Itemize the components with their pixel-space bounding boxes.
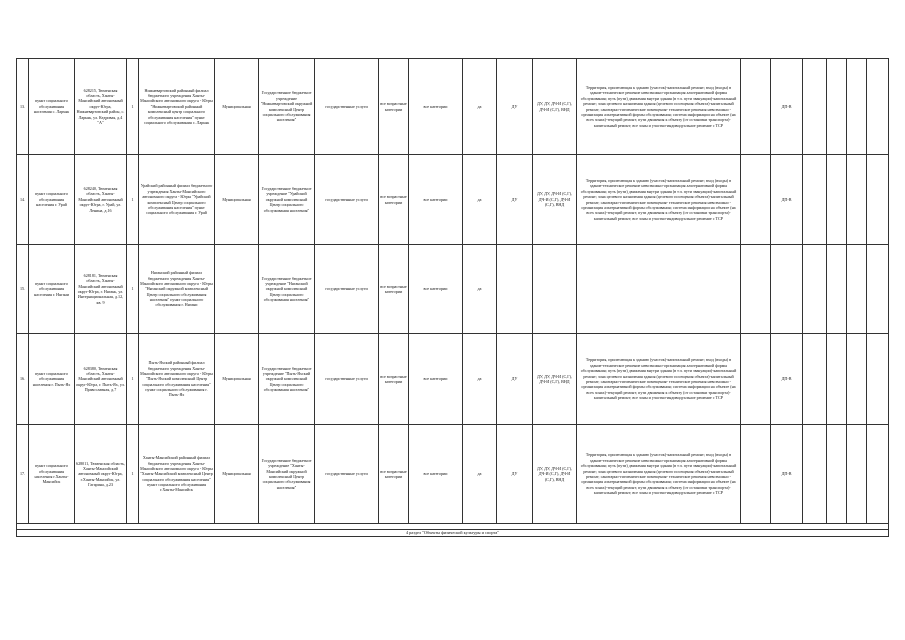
- row-number: 17.: [17, 425, 29, 524]
- object-address: 628380, Тюменская область, Ханты-Мансийский автономный округ-Югра, г. Пыть-Ях, ул. Православная, д.7: [75, 334, 127, 425]
- age-category: все возрастные категории: [379, 59, 409, 155]
- accessibility-status: ДУ, ДУ, ДЧ-И (С,Г), ДЧ-И (С,Г), ДЧ-И (С,Г), ВНД: [533, 155, 577, 245]
- ownership-type: Муниципальная: [215, 425, 259, 524]
- object-count: 1: [127, 425, 139, 524]
- empty-cell: [741, 245, 771, 334]
- service-type: государственные услуги: [315, 425, 379, 524]
- object-count: 1: [127, 334, 139, 425]
- ownership-type: Муниципальная: [215, 59, 259, 155]
- objects-table: [16, 58, 889, 537]
- service-type: государственные услуги: [315, 59, 379, 155]
- accessibility-status: ДУ, ДУ, ДЧ-И (С,Г), ДЧ-И (С,Г), ВНД: [533, 59, 577, 155]
- accessibility-code: ДУ: [497, 59, 533, 155]
- availability-flag: да: [463, 334, 497, 425]
- empty-cell: [847, 245, 867, 334]
- empty-cell: [827, 59, 847, 155]
- empty-cell: [741, 425, 771, 524]
- object-count: 1: [127, 59, 139, 155]
- row-number: 16.: [17, 334, 29, 425]
- age-category: все возрастные категории: [379, 245, 409, 334]
- empty-cell: [803, 245, 827, 334]
- service-type: государственные услуги: [315, 245, 379, 334]
- section-heading: 4 раздел "Объекты физической культуры и спорта": [17, 530, 889, 537]
- planned-status: ДП-В: [771, 155, 803, 245]
- table-row: [17, 245, 889, 334]
- planned-status: ДП-В: [771, 59, 803, 155]
- availability-flag: да: [463, 245, 497, 334]
- accessibility-code: ДУ: [497, 334, 533, 425]
- empty-cell: [827, 155, 847, 245]
- parent-agency: Государственное бюджетное учреждение "Ханты-Мансийский окружной комплексный Центр социального обслуживания населения": [259, 425, 315, 524]
- empty-cell: [867, 334, 889, 425]
- organization-name: Нижневартовский районный филиал бюджетного учреждения Ханты-Мансийского автономного округа - Югры "Нижневартовский районный комплексный центр социального обслуживания населения" пункт социального обслуживания с. Ларьяк: [139, 59, 215, 155]
- user-category: все категории: [409, 245, 463, 334]
- empty-cell: [847, 334, 867, 425]
- adaptation-requirements: Территория, прилегающая к зданию (участок)-капитальный ремонт; вход (входы) в здание-техническое решение невозможно-организация альтернативной формы обслуживания; путь (пути) движения внутри здания (в т.ч. пути эвакуации)-капитальный ремонт; зона целевого назначения здания (целевого посещения объекта)-капитальный ремонт; санитарно-гигиенические помещения- техническое решения невозможно - организация альтернативной формы обслуживания; система информации на объекте (на всех зонах)-текущий ремонт; пути движения к объекту (от остановки транспорта)-капитальный ремонт; все зоны и участки-индивидуальное решение с ТСР: [577, 425, 741, 524]
- accessibility-code: [497, 245, 533, 334]
- organization-name: Пыть-Яхский районный филиал бюджетного учреждения Ханты-Мансийского автономного округа - Югры "Пыть-Яхский комплексный Центр социального обслуживания населения" пункт социального обслуживания г. Пыть-Ях: [139, 334, 215, 425]
- empty-cell: [803, 334, 827, 425]
- adaptation-requirements: Территория, прилегающая к зданию (участок)-капитальный ремонт; вход (входы) в здание-техническое решение невозможно-организация альтернативной формы обслуживания; путь (пути) движения внутри здания (в т.ч. пути эвакуации)-капитальный ремонт; зона целевого назначения здания (целевого посещения объекта)-капитальный ремонт; санитарно-гигиенические помещения- техническое решения невозможно - организация альтернативной формы обслуживания; система информации на объекте (на всех зонах)-текущий ремонт; пути движения к объекту (от остановки транспорта)-капитальный ремонт; все зоны и участки-индивидуальное решение с ТСР: [577, 155, 741, 245]
- row-number: 15.: [17, 245, 29, 334]
- row-number: 14.: [17, 155, 29, 245]
- organization-name: Няганский районный филиал бюджетного учреждения Ханты-Мансийского автономного округа - Югры "Няганский окружной комплексный Центр социального обслуживания населения" пункт социального обслуживания г. Нягани: [139, 245, 215, 334]
- parent-agency: Государственное бюджетное учреждение "Нижневартовский окружной комплексный Центр социального обслуживания населения": [259, 59, 315, 155]
- object-address: 628181, Тюменская область, Ханты-Мансийский автономный округ-Югра, г. Нягань, ул. Интернациональная, д.12, кв. 9: [75, 245, 127, 334]
- object-name: пункт социального обслуживания населения г. Урай: [29, 155, 75, 245]
- adaptation-requirements: Территория, прилегающая к зданию (участок)-капитальный ремонт; вход (входы) в здание-техническое решение невозможно-организация альтернативной формы обслуживания; путь (пути) движения внутри здания (в т.ч. пути эвакуации)-капитальный ремонт; зона целевого назначения здания (целевого посещения объекта)-капитальный ремонт; санитарно-гигиенические помещения- техническое решения невозможно - организация альтернативной формы обслуживания; система информации на объекте (на всех зонах)-текущий ремонт; пути движения к объекту (от остановки транспорта)-капитальный ремонт; все зоны и участки-индивидуальное решение с ТСР: [577, 59, 741, 155]
- user-category: все категории: [409, 59, 463, 155]
- empty-cell: [867, 245, 889, 334]
- object-name: пункт социального обслуживания населения г. Нягани: [29, 245, 75, 334]
- object-address: 628240, Тюменская область, Ханты-Мансийский автономный округ-Югра, г. Урай, ул. Ленина, д.16: [75, 155, 127, 245]
- ownership-type: Муниципальная: [215, 155, 259, 245]
- user-category: все категории: [409, 425, 463, 524]
- object-count: 1: [127, 155, 139, 245]
- empty-cell: [827, 245, 847, 334]
- table-row: [17, 59, 889, 155]
- table-row: [17, 155, 889, 245]
- organization-name: Ханты-Мансийский районный филиал бюджетного учреждения Ханты-Мансийского автономного округа - Югры "Ханты-Мансийский комплексный Центр социального обслуживания населения" пункт социального обслуживания г.Ханты-Мансийск: [139, 425, 215, 524]
- object-name: пункт социального обслуживания населения г. Пыть-Ях: [29, 334, 75, 425]
- empty-cell: [741, 334, 771, 425]
- object-address: 628011, Тюменская область, Ханты-Мансийский автономный округ-Югра, г.Ханты-Мансийск, ул. Гагарина, д.23: [75, 425, 127, 524]
- accessibility-code: ДУ: [497, 425, 533, 524]
- empty-cell: [867, 425, 889, 524]
- empty-cell: [741, 59, 771, 155]
- availability-flag: да: [463, 155, 497, 245]
- table-row: [17, 334, 889, 425]
- object-name: пункт социального обслуживания населения с. Ларъяк: [29, 59, 75, 155]
- accessibility-status: [533, 245, 577, 334]
- accessibility-code: ДУ: [497, 155, 533, 245]
- empty-cell: [867, 155, 889, 245]
- user-category: все категории: [409, 334, 463, 425]
- empty-cell: [741, 155, 771, 245]
- parent-agency: Государственное бюджетное учреждение "Урайский окружной комплексный Центр социального обслуживания населения": [259, 155, 315, 245]
- organization-name: Урайский районный филиал бюджетного учреждения Ханты-Мансийского автономного округа - Югры "Урайский комплексный Центр социального обслуживания населения" пункт социального обслуживания г. Урай: [139, 155, 215, 245]
- age-category: все возрастные категории: [379, 334, 409, 425]
- parent-agency: Государственное бюджетное учреждение "Няганский окружной комплексный Центр социального обслуживания населения": [259, 245, 315, 334]
- empty-cell: [847, 59, 867, 155]
- row-number: 13.: [17, 59, 29, 155]
- availability-flag: да: [463, 425, 497, 524]
- empty-cell: [803, 59, 827, 155]
- table-row: [17, 425, 889, 524]
- availability-flag: да: [463, 59, 497, 155]
- parent-agency: Государственное бюджетное учреждение "Пыть-Яхский окружной комплексный Центр социального обслуживания населения": [259, 334, 315, 425]
- accessibility-status: ДУ, ДУ, ДЧ-И (С,Г), ДЧ-И (С,Г), ВНД: [533, 334, 577, 425]
- empty-cell: [827, 334, 847, 425]
- empty-cell: [827, 425, 847, 524]
- age-category: все возрастные категории: [379, 425, 409, 524]
- object-name: пункт социального обслуживания населения г.Ханты-Мансийск: [29, 425, 75, 524]
- age-category: все возрастные категории: [379, 155, 409, 245]
- empty-cell: [847, 425, 867, 524]
- ownership-type: [215, 245, 259, 334]
- planned-status: ДП-В: [771, 425, 803, 524]
- service-type: государственные услуги: [315, 334, 379, 425]
- ownership-type: Муниципальная: [215, 334, 259, 425]
- empty-cell: [803, 425, 827, 524]
- planned-status: ДП-В: [771, 334, 803, 425]
- empty-cell: [803, 155, 827, 245]
- object-address: 628215, Тюменская область, Ханты-Мансийский автономный округ-Югра, Нижневартовский район, с. Ларьяк, ул. Кедровая, д.4 "А": [75, 59, 127, 155]
- service-type: государственные услуги: [315, 155, 379, 245]
- object-count: 1: [127, 245, 139, 334]
- adaptation-requirements: [577, 245, 741, 334]
- section-heading-row: [17, 530, 889, 537]
- accessibility-status: ДУ, ДУ, ДЧ-И (С,Г), ДЧ-И (С,Г), ДЧ-И (С,Г), ВНД: [533, 425, 577, 524]
- empty-cell: [867, 59, 889, 155]
- adaptation-requirements: Территория, прилегающая к зданию (участок)-капитальный ремонт; вход (входы) в здание-техническое решение невозможно-организация альтернативной формы обслуживания; путь (пути) движения внутри здания (в т.ч. пути эвакуации)-капитальный ремонт; зона целевого назначения здания (целевого посещения объекта)-капитальный ремонт; санитарно-гигиенические помещения- техническое решения невозможно - организация альтернативной формы обслуживания; система информации на объекте (на всех зонах)-текущий ремонт; пути движения к объекту (от остановки транспорта)-капитальный ремонт; все зоны и участки-индивидуальное решение с ТСР: [577, 334, 741, 425]
- user-category: все категории: [409, 155, 463, 245]
- planned-status: [771, 245, 803, 334]
- empty-cell: [847, 155, 867, 245]
